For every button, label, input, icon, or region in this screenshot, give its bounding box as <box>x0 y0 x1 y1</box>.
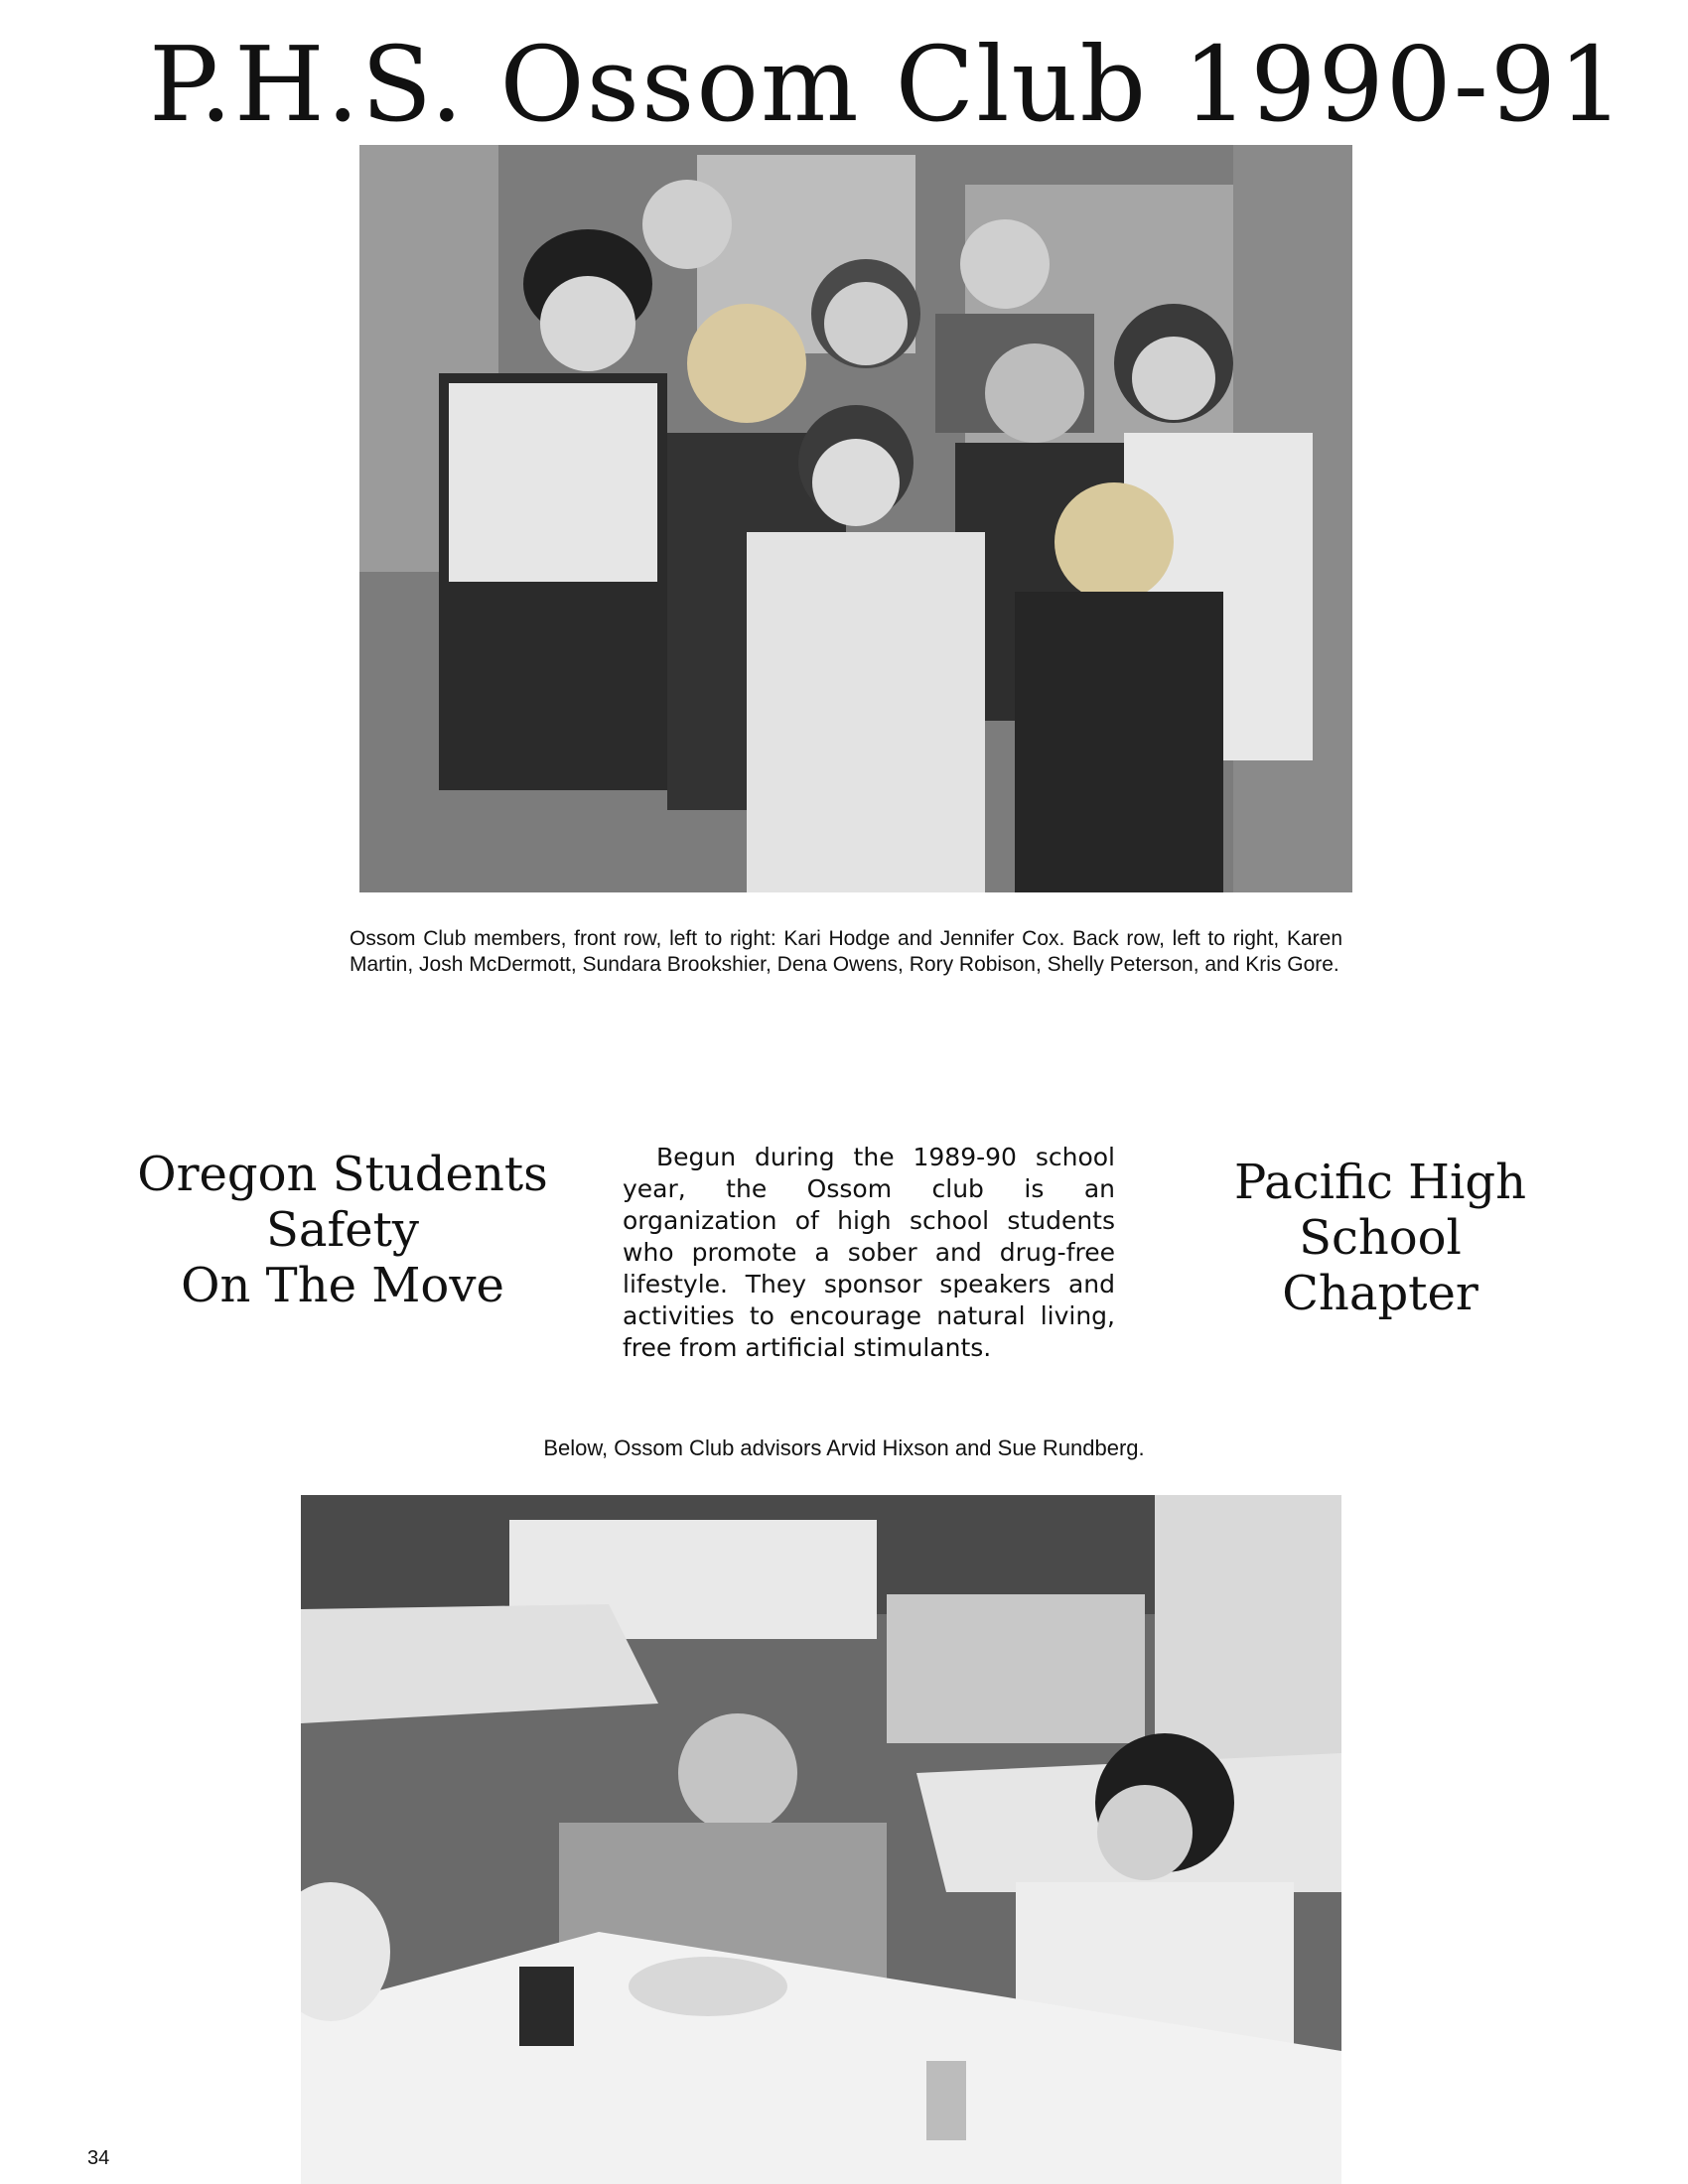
page-number: 34 <box>87 2147 110 2169</box>
heading-right-line-2: School <box>1299 1210 1462 1266</box>
heading-left-line-3: On The Move <box>181 1258 504 1313</box>
advisors-photo-caption: Below, Ossom Club advisors Arvid Hixson and Sue Rundberg. <box>543 1435 1145 1460</box>
group-photo <box>359 145 1352 892</box>
club-description: Begun during the 1989-90 school year, the Ossom club is an organization of high school students who promote a sober and drug-free lifestyle. They sponsor speakers and activities to encourage natural living, free from artificial stimulants. <box>623 1143 1115 1362</box>
group-photo-image <box>359 145 1352 892</box>
heading-oregon-students <box>119 1147 566 1313</box>
heading-right-line-3: Chapter <box>1282 1266 1478 1321</box>
heading-left-line-2: Safety <box>265 1202 420 1258</box>
group-photo-caption: Ossom Club members, front row, left to right: Kari Hodge and Jennifer Cox. Back row, left to right, Karen Martin, Josh McDermott, Sundara Brookshier, Dena Owens, Rory Robison, Shelly Peterson, and Kris Gore. <box>350 927 1342 976</box>
heading-right-line-1: Pacific High <box>1234 1155 1526 1210</box>
advisors-photo-image <box>301 1495 1341 2184</box>
page-title: P.H.S. Ossom Club 1990-91 <box>149 24 1626 145</box>
heading-left-line-1: Oregon Students <box>137 1147 548 1202</box>
heading-pacific-high <box>1182 1155 1579 1321</box>
advisors-photo <box>301 1495 1341 2184</box>
